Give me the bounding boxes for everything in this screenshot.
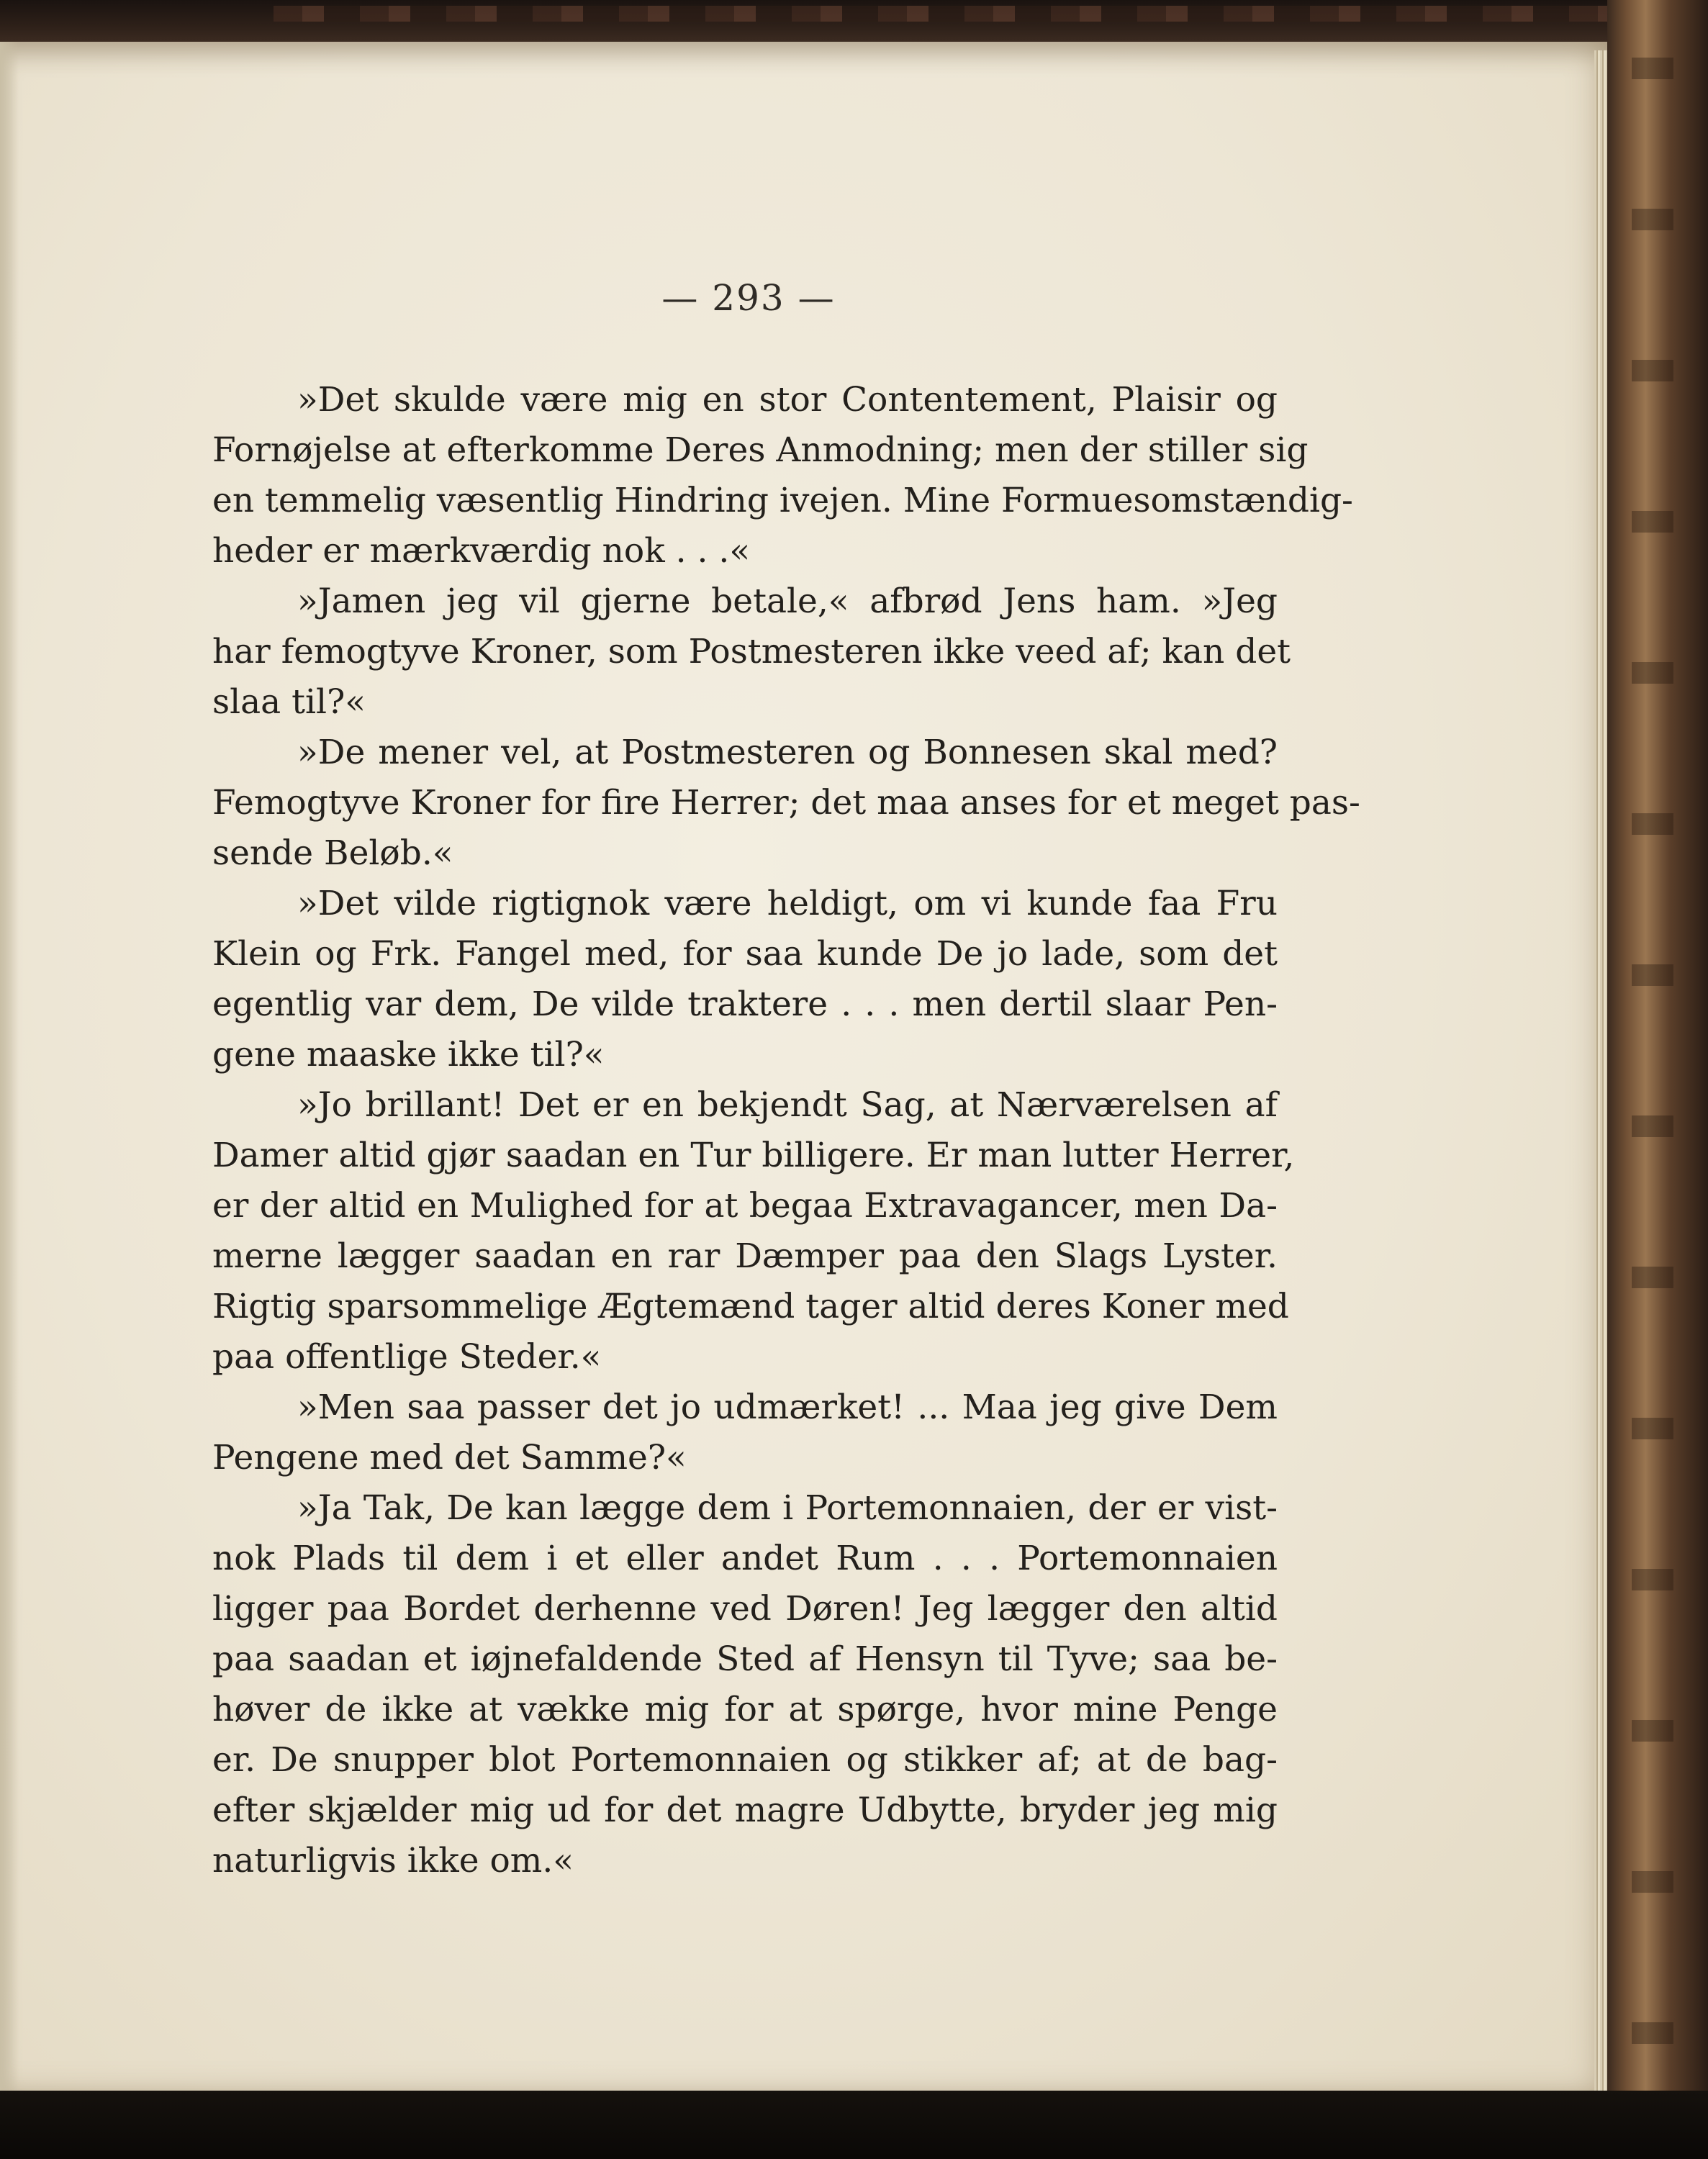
text-line: »Men saa passer det jo udmærket! ... Maa jeg give Dem: [297, 1388, 1278, 1427]
text-line: Damer altid gjør saadan en Tur billigere. Er man lutter Herrer,: [212, 1136, 1295, 1175]
text-line: »Det vilde rigtignok være heldigt, om vi kunde faa Fru: [297, 884, 1278, 923]
paragraph: [212, 1483, 1278, 1886]
text-line: sende Beløb.«: [212, 833, 453, 873]
text-line: »Jo brillant! Det er en bekjendt Sag, at Nærværelsen af: [297, 1085, 1278, 1125]
page-number: — 293 —: [661, 277, 836, 319]
text-line: merne lægger saadan en rar Dæmper paa den Slags Lyster.: [212, 1236, 1278, 1276]
text-line: er der altid en Mulighed for at begaa Extravagancer, men Da-: [212, 1186, 1278, 1226]
bottom-edge: [0, 2091, 1708, 2159]
text-line: egentlig var dem, De vilde traktere . . . men dertil slaar Pen-: [212, 985, 1278, 1024]
paragraph: [212, 375, 1353, 576]
text-line: naturligvis ikke om.«: [212, 1841, 574, 1880]
book-top-edge: [0, 0, 1708, 45]
text-line: paa offentlige Steder.«: [212, 1337, 602, 1377]
text-line: Femogtyve Kroner for fire Herrer; det maa anses for et meget pas-: [212, 783, 1360, 823]
text-line: en temmelig væsentlig Hindring ivejen. Mine Formuesomstændig-: [212, 481, 1353, 520]
text-line: Fornøjelse at efterkomme Deres Anmodning; men der stiller sig: [212, 430, 1309, 470]
paragraph: [212, 1080, 1295, 1382]
text-line: »Ja Tak, De kan lægge dem i Portemonnaien, der er vist-: [297, 1488, 1278, 1528]
book-page: [0, 42, 1616, 2093]
text-line: »Jamen jeg vil gjerne betale,« afbrød Jens ham. »Jeg: [297, 581, 1278, 621]
text-line: »De mener vel, at Postmesteren og Bonnesen skal med?: [297, 733, 1278, 772]
text-line: slaa til?«: [212, 682, 366, 722]
text-line: er. De snupper blot Portemonnaien og stikker af; at de bag-: [212, 1740, 1278, 1780]
text-line: ligger paa Bordet derhenne ved Døren! Jeg lægger den altid: [212, 1589, 1278, 1629]
paragraph: [212, 728, 1360, 879]
text-line: Rigtig sparsommelige Ægtemænd tager altid deres Koner med: [212, 1287, 1289, 1326]
text-line: nok Plads til dem i et eller andet Rum . . . Portemonnaien: [212, 1539, 1278, 1578]
text-line: Pengene med det Samme?«: [212, 1438, 687, 1477]
text-line: har femogtyve Kroner, som Postmesteren ikke veed af; kan det: [212, 632, 1291, 671]
text-line: høver de ikke at vække mig for at spørge, hvor mine Penge: [212, 1690, 1278, 1729]
text-line: gene maaske ikke til?«: [212, 1035, 605, 1074]
text-line: Klein og Frk. Fangel med, for saa kunde De jo lade, som det: [212, 934, 1278, 974]
text-line: »Det skulde være mig en stor Contentement, Plaisir og: [297, 380, 1278, 420]
text-line: heder er mærkværdig nok . . .«: [212, 531, 751, 571]
paragraph: [212, 879, 1278, 1080]
body-text: [212, 375, 1360, 1886]
text-line: paa saadan et iøjnefaldende Sted af Hensyn til Tyve; saa be-: [212, 1639, 1278, 1679]
book-spine: [1607, 0, 1708, 2091]
paragraph: [212, 576, 1291, 728]
text-line: efter skjælder mig ud for det magre Udbytte, bryder jeg mig: [212, 1791, 1278, 1830]
paragraph: [212, 1382, 1278, 1483]
